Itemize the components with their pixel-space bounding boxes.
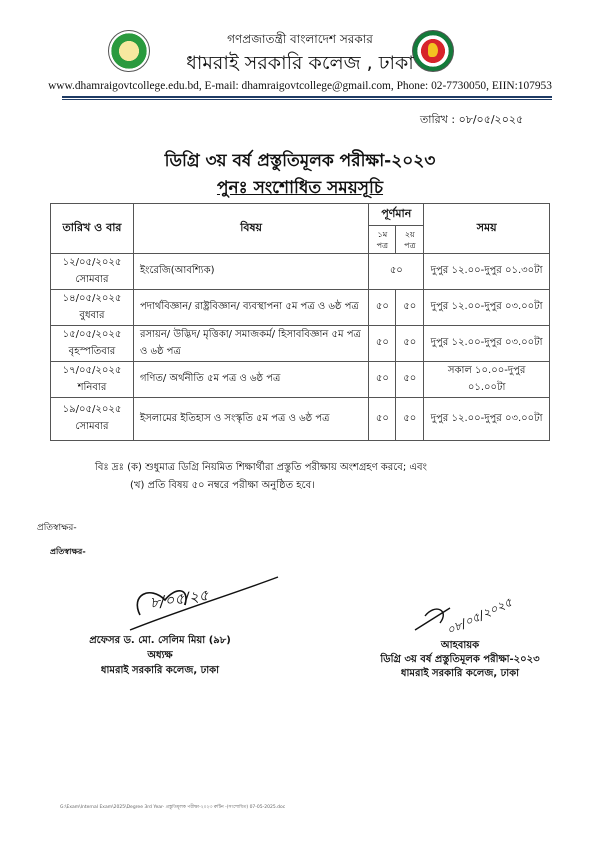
contact-line: www.dhamraigovtcollege.edu.bd, E-mail: dhamraigovtcollege@gmail.com, Phone: 02-7730050, EIIN:107953 [48,80,552,92]
principal-institution: ধামরাই সরকারি কলেজ, ঢাকা [100,665,220,676]
table-row [51,398,550,441]
time-cell: দুপুর ১২.০০-দুপুর ০১.৩০টা [424,254,550,290]
subject-cell: ইসলামের ইতিহাস ও সংস্কৃতি ৫ম পত্র ও ৬ষ্ঠ পত্র [133,398,368,441]
date: ১৪/০৫/২০২৫ [62,292,122,304]
time-cell: দুপুর ১২.০০-দুপুর ০৩.০০টা [424,290,550,326]
day: সোমবার [75,273,109,285]
date-cell [51,254,134,290]
date-cell [51,362,134,398]
paper1-cell: ৫০ [369,362,396,398]
date-cell [51,398,134,441]
convener-exam: ডিগ্রি ৩য় বর্ষ প্রস্তুতিমূলক পরীক্ষা-২০২৩ [380,654,540,665]
paper1-cell: ৫০ [369,326,396,362]
note-line-2: (খ) প্রতি বিষয় ৫০ নম্বরে পরীক্ষা অনুষ্ঠিত হবে। [130,480,315,491]
subject-cell: রসায়ন/ উদ্ভিদ/ মৃত্তিকা/ সমাজকর্ম/ হিসাববিজ্ঞান ৫ম পত্র ও ৬ষ্ঠ পত্র [133,326,368,362]
time-cell: দুপুর ১২.০০-দুপুর ০৩.০০টা [424,398,550,441]
countersign-label: প্রতিস্বাক্ষর- [37,523,77,533]
file-path-footer: G:\Exam\Internal Exam\2025\Degree 3rd Year- প্রস্তুতিমূলক পরীক্ষা-২০২৩ রুটিন -(সংশোধিত) 07-05-2025.doc [60,805,286,810]
note-line-1: বিঃ দ্রঃ (ক) শুধুমাত্র ডিগ্রি নিয়মিত শিক্ষার্থীরা প্রস্তুতি পরীক্ষায় অংশগ্রহণ করবে; এবং [95,462,427,473]
header-divider-thin [62,99,552,100]
paper2-cell: ৫০ [396,362,424,398]
table-row [51,290,550,326]
date: ১৫/০৫/২০২৫ [62,328,122,340]
college-name: ধামরাই সরকারি কলেজ , ঢাকা [186,52,414,74]
convener-institution: ধামরাই সরকারি কলেজ, ঢাকা [400,668,520,679]
principal-name: প্রফেসর ড. মো. সেলিম মিয়া (৯৮) [89,635,231,646]
paper2-cell: ৫০ [396,290,424,326]
day: বৃহস্পতিবার [68,345,116,357]
header-date: তারিখ ও বার [51,204,134,254]
day: সোমবার [75,421,109,432]
day: শনিবার [77,381,107,393]
issue-date: তারিখ : ০৮/০৫/২০২৫ [420,113,524,126]
subject-cell: পদার্থবিজ্ঞান/ রাষ্ট্রবিজ্ঞান/ ব্যবস্থাপনা ৫ম পত্র ও ৬ষ্ঠ পত্র [133,290,368,326]
header-paper2: ২য় পত্র [396,226,424,254]
table-header-row [51,204,550,226]
principal-signature-date: ৮/০৫/২৫ [148,586,210,613]
countersign-label-2: প্রতিস্বাক্ষর- [50,547,86,556]
date: ১২/০৫/২০২৫ [62,256,122,268]
paper2-cell: ৫০ [396,398,424,441]
date-cell [51,326,134,362]
header-divider [62,96,552,98]
header-marks: পূর্ণমান [369,204,424,226]
page-title: ডিগ্রি ৩য় বর্ষ প্রস্তুতিমূলক পরীক্ষা-২০২৩ [164,151,436,171]
subtitle-text: পুনঃ সংশোধিত সময়সূচি [216,178,384,198]
schedule-table [50,203,550,441]
header-paper1: ১ম পত্র [369,226,396,254]
header-subject: বিষয় [133,204,368,254]
subject-cell: গণিত/ অর্থনীতি ৫ম পত্র ও ৬ষ্ঠ পত্র [133,362,368,398]
header-time: সময় [424,204,550,254]
marks-cell: ৫০ [369,254,424,290]
paper1-cell: ৫০ [369,398,396,441]
table-row [51,326,550,362]
govt-name: গণপ্রজাতন্ত্রী বাংলাদেশ সরকার [227,32,373,46]
date-cell [51,290,134,326]
time-cell: সকাল ১০.০০-দুপুর ০১.০০টা [424,362,550,398]
table-row [51,362,550,398]
date: ১৭/০৫/২০২৫ [62,364,122,376]
paper1-cell: ৫০ [369,290,396,326]
convener-signature-date: ০৮/০৫/২০২৫ [444,594,515,638]
time-cell: দুপুর ১২.০০-দুপুর ০৩.০০টা [424,326,550,362]
paper2-cell: ৫০ [396,326,424,362]
day: বুধবার [79,309,105,321]
page-subtitle [0,175,600,203]
table-row [51,254,550,290]
subject-cell: ইংরেজি(আবশ্যিক) [133,254,368,290]
convener-role: আহবায়ক [440,640,480,651]
principal-designation: অধ্যক্ষ [147,650,173,661]
date: ১৯/০৫/২০২৫ [62,404,122,415]
